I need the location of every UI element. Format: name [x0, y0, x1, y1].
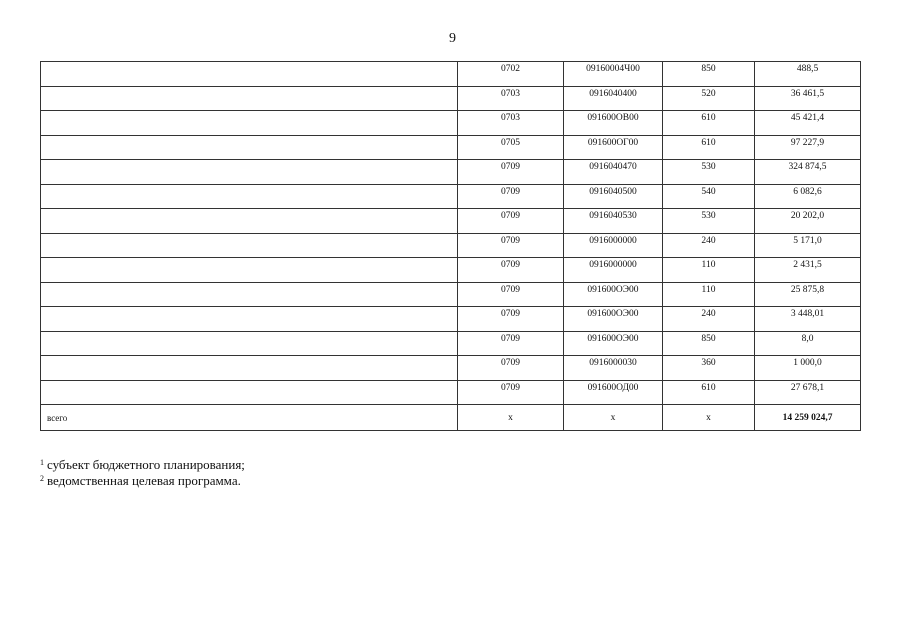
cell-section: 0705	[458, 135, 564, 160]
cell-description	[41, 62, 458, 87]
table-row	[41, 184, 861, 209]
cell-amount: 25 875,8	[755, 282, 861, 307]
cell-vr: 530	[663, 209, 755, 234]
total-row	[41, 405, 861, 431]
cell-amount: 6 082,6	[755, 184, 861, 209]
total-vr: х	[663, 405, 755, 431]
table-body	[41, 62, 861, 431]
cell-section: 0709	[458, 209, 564, 234]
cell-description	[41, 209, 458, 234]
cell-section: 0709	[458, 356, 564, 381]
table-row	[41, 331, 861, 356]
table-row	[41, 111, 861, 136]
total-target: х	[564, 405, 663, 431]
cell-description	[41, 233, 458, 258]
cell-amount: 97 227,9	[755, 135, 861, 160]
cell-vr: 520	[663, 86, 755, 111]
cell-vr: 110	[663, 282, 755, 307]
cell-target: 0916040470	[564, 160, 663, 185]
cell-vr: 240	[663, 233, 755, 258]
cell-vr: 850	[663, 62, 755, 87]
cell-section: 0709	[458, 160, 564, 185]
footnotes	[40, 457, 245, 489]
cell-section: 0703	[458, 86, 564, 111]
cell-target: 09160004Ч00	[564, 62, 663, 87]
cell-target: 091600ОГ00	[564, 135, 663, 160]
footnote-text: ведомственная целевая программа.	[47, 473, 241, 488]
cell-section: 0709	[458, 331, 564, 356]
budget-table	[40, 61, 861, 431]
cell-vr: 850	[663, 331, 755, 356]
table-row	[41, 307, 861, 332]
cell-amount: 2 431,5	[755, 258, 861, 283]
table-row	[41, 380, 861, 405]
page-number: 9	[449, 31, 456, 46]
cell-amount: 27 678,1	[755, 380, 861, 405]
total-label: всего	[41, 405, 458, 431]
cell-vr: 360	[663, 356, 755, 381]
table-row	[41, 135, 861, 160]
footnote-1	[40, 457, 245, 473]
cell-description	[41, 184, 458, 209]
cell-target: 0916040500	[564, 184, 663, 209]
table-row	[41, 258, 861, 283]
cell-target: 091600ОЭ00	[564, 282, 663, 307]
table-row	[41, 160, 861, 185]
cell-vr: 110	[663, 258, 755, 283]
cell-amount: 5 171,0	[755, 233, 861, 258]
cell-amount: 36 461,5	[755, 86, 861, 111]
table-row	[41, 209, 861, 234]
cell-description	[41, 282, 458, 307]
table-row	[41, 86, 861, 111]
cell-section: 0702	[458, 62, 564, 87]
cell-vr: 530	[663, 160, 755, 185]
cell-section: 0709	[458, 258, 564, 283]
cell-target: 091600ОД00	[564, 380, 663, 405]
cell-amount: 20 202,0	[755, 209, 861, 234]
cell-target: 091600ОЭ00	[564, 331, 663, 356]
total-amount: 14 259 024,7	[755, 405, 861, 431]
table-row	[41, 282, 861, 307]
cell-target: 091600ОЭ00	[564, 307, 663, 332]
cell-description	[41, 331, 458, 356]
cell-amount: 3 448,01	[755, 307, 861, 332]
table-row	[41, 356, 861, 381]
cell-target: 091600ОВ00	[564, 111, 663, 136]
footnote-mark: 2	[40, 474, 44, 483]
cell-target: 0916000000	[564, 258, 663, 283]
cell-target: 0916040530	[564, 209, 663, 234]
footnote-mark: 1	[40, 458, 44, 467]
cell-vr: 610	[663, 135, 755, 160]
table-row	[41, 233, 861, 258]
cell-section: 0709	[458, 380, 564, 405]
cell-description	[41, 135, 458, 160]
cell-section: 0709	[458, 307, 564, 332]
cell-section: 0703	[458, 111, 564, 136]
cell-amount: 1 000,0	[755, 356, 861, 381]
footnote-text: субъект бюджетного планирования;	[47, 457, 245, 472]
cell-amount: 324 874,5	[755, 160, 861, 185]
cell-description	[41, 380, 458, 405]
cell-amount: 45 421,4	[755, 111, 861, 136]
cell-description	[41, 160, 458, 185]
cell-vr: 610	[663, 380, 755, 405]
cell-description	[41, 258, 458, 283]
cell-target: 0916000000	[564, 233, 663, 258]
cell-description	[41, 307, 458, 332]
cell-section: 0709	[458, 233, 564, 258]
cell-section: 0709	[458, 184, 564, 209]
cell-description	[41, 111, 458, 136]
cell-description	[41, 356, 458, 381]
cell-vr: 610	[663, 111, 755, 136]
cell-amount: 8,0	[755, 331, 861, 356]
cell-vr: 240	[663, 307, 755, 332]
footnote-2	[40, 473, 245, 489]
cell-section: 0709	[458, 282, 564, 307]
cell-target: 0916000030	[564, 356, 663, 381]
cell-target: 0916040400	[564, 86, 663, 111]
total-section: х	[458, 405, 564, 431]
cell-vr: 540	[663, 184, 755, 209]
cell-amount: 488,5	[755, 62, 861, 87]
table-row	[41, 62, 861, 87]
cell-description	[41, 86, 458, 111]
